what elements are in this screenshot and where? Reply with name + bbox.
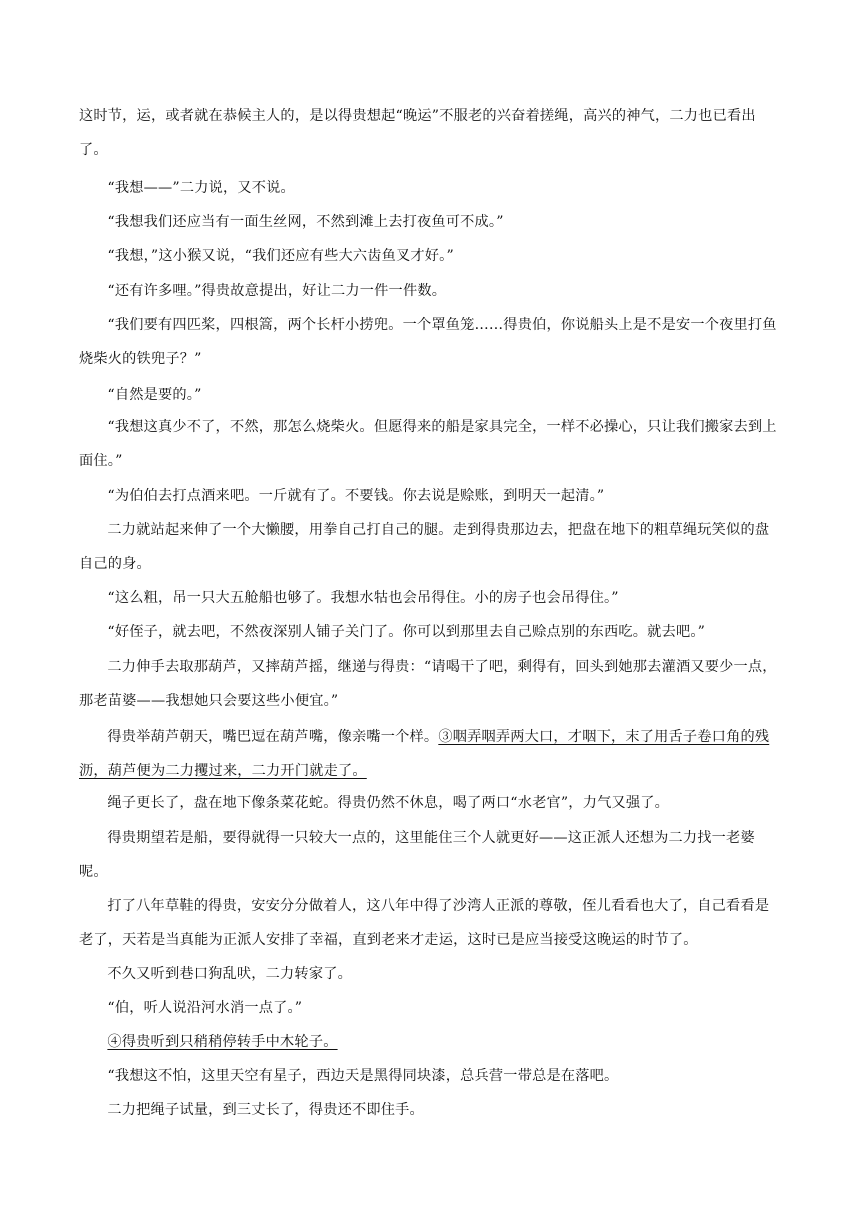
paragraph: 打了八年草鞋的得贵，安安分分做着人，这八年中得了沙湾人正派的尊敬，侄儿看看也大了，自己看看是老了，天若是当真能为正派人安排了幸福，直到老来才走运，这时已是应当接受这晚运的时节了。 (79, 898, 770, 948)
paragraph-with-annotation (79, 720, 783, 788)
underlined-passage-3: ③咽弄咽弄两大口，才咽下，末了用舌子卷口角的残沥，葫芦便为二力攫过来，二力开门就走了。 (79, 729, 770, 779)
paragraph: “这么粗，吊一只大五舱船也够了。我想水牯也会吊得住。小的房子也会吊得住。” (107, 590, 619, 606)
paragraph: 二力伸手去取那葫芦，又摔葫芦摇，继递与得贵：“请喝干了吧，剩得有，回头到她那去灌酒又要少一点，那老苗婆——我想她只会要这些小便宜。” (79, 659, 777, 709)
paragraph-text: 得贵举葫芦朝天，嘴巴逗在葫芦嘴，像亲嘴一个样。 (107, 729, 439, 745)
paragraph: “伯，听人说沿河水消一点了。” (107, 1000, 303, 1016)
paragraph (79, 1025, 783, 1059)
paragraph: “我想我们还应当有一面生丝网，不然到滩上去打夜鱼可不成。” (107, 214, 504, 230)
paragraph: “我想，”这小猴又说，“我们还应有些大六齿鱼叉才好。” (107, 248, 454, 264)
paragraph: “我们要有四匹桨，四根篙，两个长杆小捞兜。一个罩鱼笼……得贵伯，你说船头上是不是安一个夜里打鱼烧柴火的铁兜子？” (79, 317, 777, 367)
paragraph: “还有许多哩。”得贵故意提出，好让二力一件一件数。 (107, 283, 447, 299)
paragraph: “好侄子，就去吧，不然夜深别人铺子关门了。你可以到那里去自己赊点别的东西吃。就去吧。” (107, 624, 706, 640)
paragraph: “为伯伯去打点酒来吧。一斤就有了。不要钱。你去说是赊账，到明天一起清。” (107, 488, 605, 504)
paragraph: 二力把绳子试量，到三丈长了，得贵还不即住手。 (107, 1102, 424, 1118)
paragraph: 得贵期望若是船，要得就得一只较大一点的，这里能住三个人就更好——这正派人还想为二力找一老婆呢。 (79, 830, 755, 880)
underlined-passage-4: ④得贵听到只稍稍停转手中木轮子。 (107, 1034, 338, 1050)
paragraph: “我想——”二力说，又不说。 (107, 180, 295, 196)
paragraph: 不久又听到巷口狗乱吠，二力转家了。 (107, 966, 352, 982)
paragraph: “我想这真少不了，不然，那怎么烧柴火。但愿得来的船是家具完全，一样不必操心，只让我们搬家去到上面住。” (79, 419, 777, 469)
paragraph: “自然是要的。” (107, 387, 202, 403)
paragraph: 二力就站起来伸了一个大懒腰，用拳自己打自己的腿。走到得贵那边去，把盘在地下的粗草绳玩笑似的盘自己的身。 (79, 522, 770, 572)
paragraph: 绳子更长了，盘在地下像条菜花蛇。得贵仍然不休息，喝了两口“水老官”，力气又强了。 (107, 795, 670, 811)
paragraph: “我想这不怕，这里天空有星子，西边天是黑得同块漆，总兵营一带总是在落吧。 (107, 1068, 619, 1084)
paragraph: 这时节，运，或者就在恭候主人的，是以得贵想起“晚运”不服老的兴奋着搓绳，高兴的神气，二力也已看出了。 (79, 108, 756, 158)
